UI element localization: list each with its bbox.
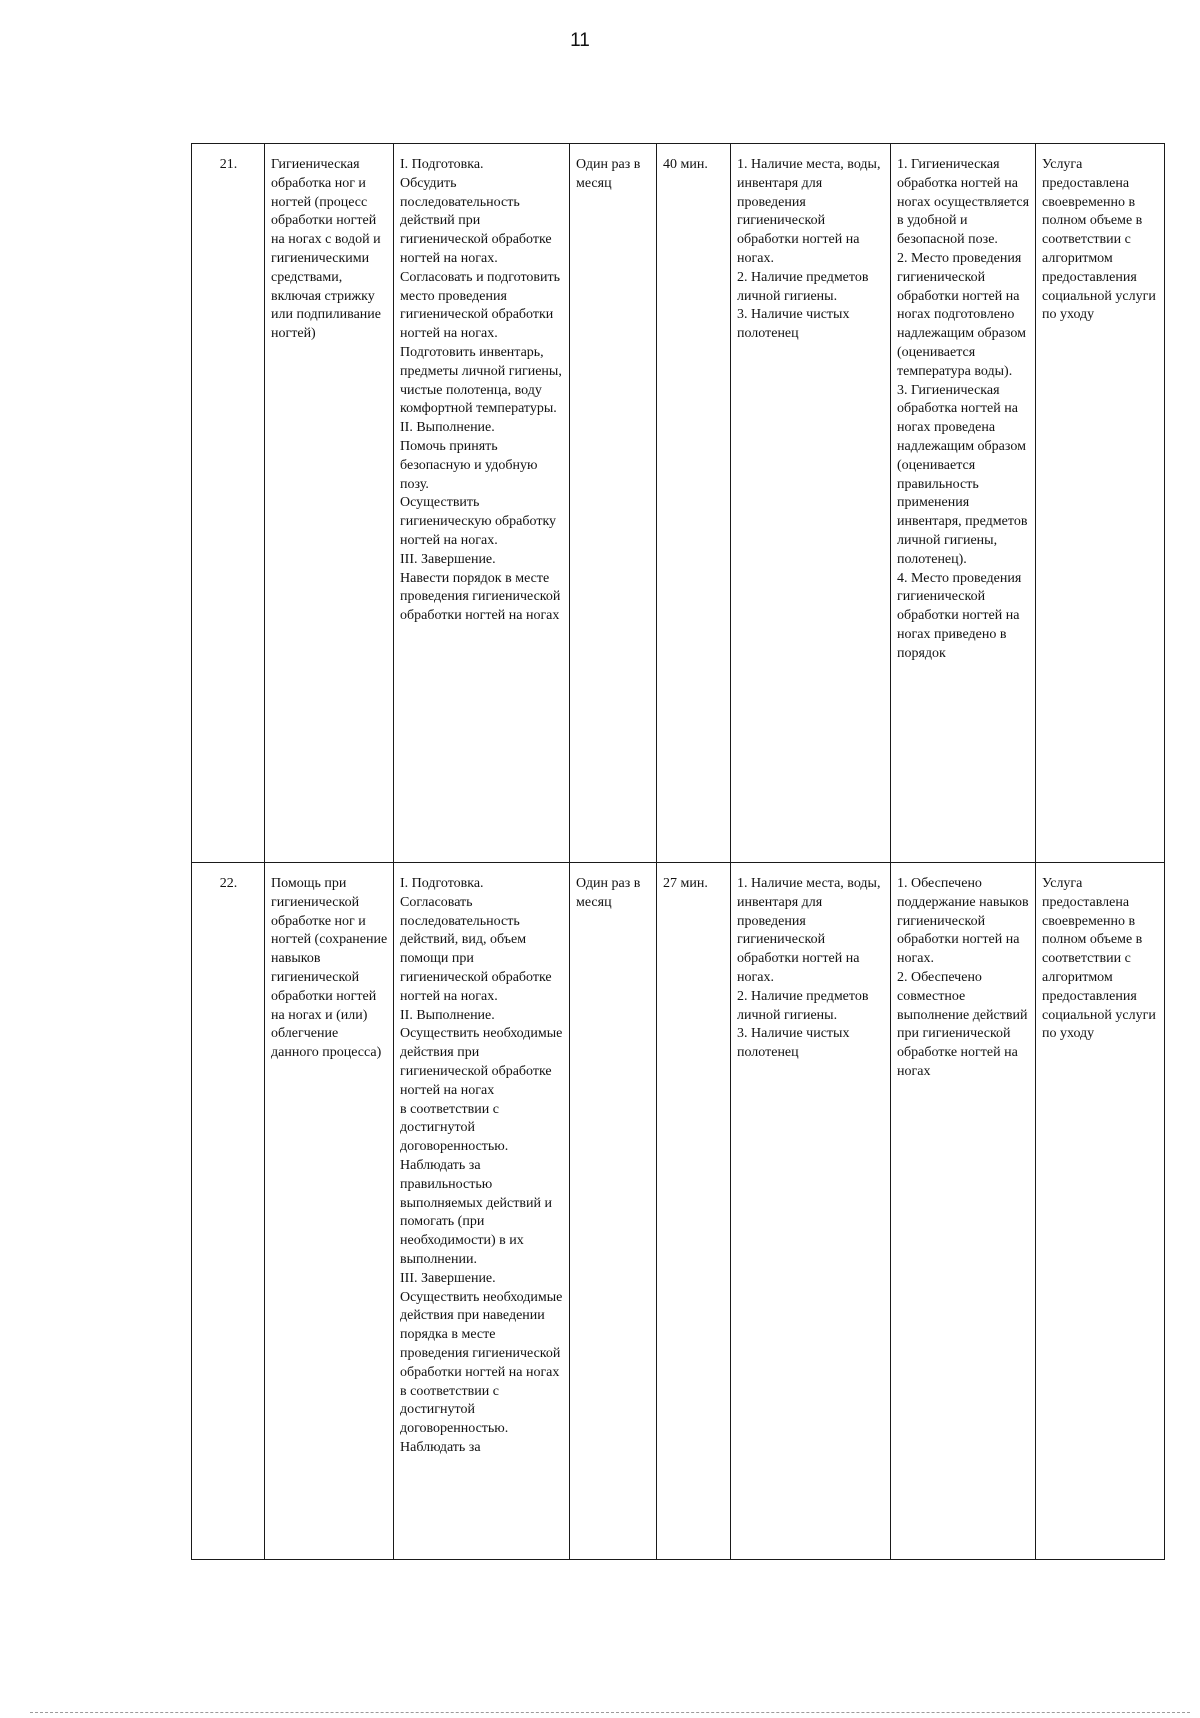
quality-indicators-cell: 1. Обеспечено поддержание навыков гигиенической обработки ногтей на ногах. 2. Обеспечено совместное выполнение действий при гигиенической обработке ногтей на ногах [891,863,1036,1560]
result-cell: Услуга предоставлена своевременно в полном объеме в соответствии с алгоритмом предоставления социальной услуги по уходу [1036,144,1165,863]
procedure-cell: I. Подготовка. Обсудить последовательность действий при гигиенической обработке ногтей на ногах. Согласовать и подготовить место проведения гигиенической обработки ногтей на ногах. Подготовить инвентарь, предметы личной гигиены, чистые полотенца, воду комфортной температуры. II. Выполнение. Помочь принять безопасную и удобную позу. Осуществить гигиеническую обработку ногтей на ногах. III. Завершение. Навести порядок в месте проведения гигиенической обработки ногтей на ногах [394,144,570,863]
procedure-cell: I. Подготовка. Согласовать последовательность действий, вид, объем помощи при гигиенической обработке ногтей на ногах. II. Выполнение. Осуществить необходимые действия при гигиенической обработке ногтей на ногах в соответствии с достигнутой договоренностью. Наблюдать за правильностью выполняемых действий и помогать (при необходимости) в их выполнении. III. Завершение. Осуществить необходимые действия при наведении порядка в месте проведения гигиенической обработки ногтей на ногах в соответствии с достигнутой договоренностью. Наблюдать за [394,863,570,1560]
service-name-cell: Помощь при гигиенической обработке ног и ногтей (сохранение навыков гигиенической обработки ногтей на ногах и (или) облегчение данного процесса) [265,863,394,1560]
quality-indicators-cell: 1. Гигиеническая обработка ногтей на ногах осуществляется в удобной и безопасной позе. 2. Место проведения гигиенической обработки ногтей на ногах подготовлено надлежащим образом (оценивается температура воды). 3. Гигиеническая обработка ногтей на ногах проведена надлежащим образом (оценивается правильность применения инвентаря, предметов личной гигиены, полотенец). 4. Место проведения гигиенической обработки ногтей на ногах приведено в порядок [891,144,1036,863]
service-name-cell: Гигиеническая обработка ног и ногтей (процесс обработки ногтей на ногах с водой и гигиеническими средствами, включая стрижку или подпиливание ногтей) [265,144,394,863]
frequency-cell: Один раз в месяц [570,863,657,1560]
scan-edge-line [30,1712,1190,1713]
conditions-cell: 1. Наличие места, воды, инвентаря для проведения гигиенической обработки ногтей на ногах. 2. Наличие предметов личной гигиены. 3. Наличие чистых полотенец [731,144,891,863]
table-row [192,863,1165,1560]
frequency-cell: Один раз в месяц [570,144,657,863]
duration-cell: 40 мин. [657,144,731,863]
services-table [191,143,1165,1560]
page-number: 11 [570,30,590,51]
conditions-cell: 1. Наличие места, воды, инвентаря для проведения гигиенической обработки ногтей на ногах. 2. Наличие предметов личной гигиены. 3. Наличие чистых полотенец [731,863,891,1560]
result-cell: Услуга предоставлена своевременно в полном объеме в соответствии с алгоритмом предоставления социальной услуги по уходу [1036,863,1165,1560]
row-number: 22. [192,863,265,1560]
row-number: 21. [192,144,265,863]
table-row [192,144,1165,863]
duration-cell: 27 мин. [657,863,731,1560]
